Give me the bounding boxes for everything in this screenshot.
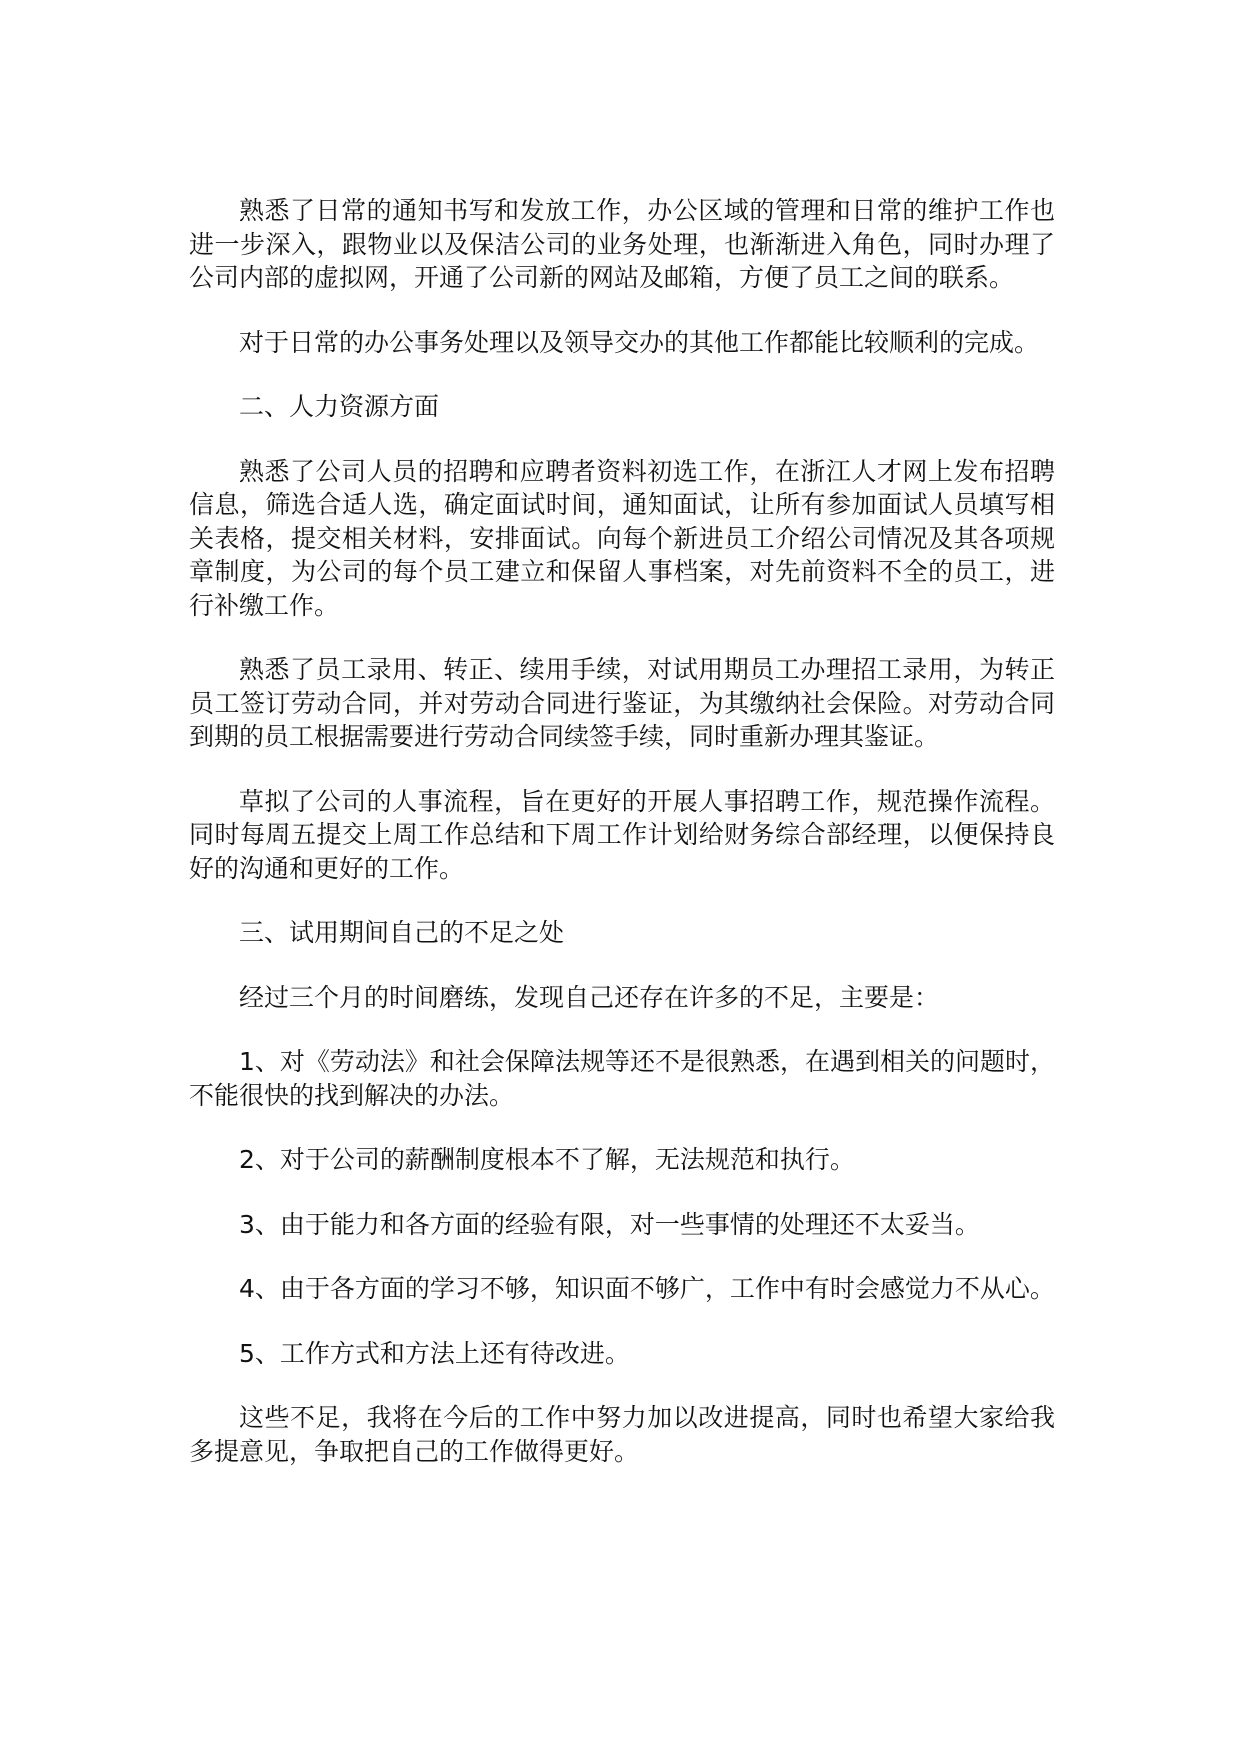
list-item-shortcoming-4: 4、由于各方面的学习不够，知识面不够广，工作中有时会感觉力不从心。 [239,1274,1055,1303]
paragraph-employment-procedures: 熟悉了员工录用、转正、续用手续，对试用期员工办理招工录用，为转正员工签订劳动合同，并对劳动合同进行鉴证，为其缴纳社会保险。对劳动合同到期的员工根据需要进行劳动合同续签手续，同时重新办理其鉴证。 [189,655,1055,751]
paragraph-shortcomings-intro: 经过三个月的时间磨练，发现自己还存在许多的不足，主要是： [239,982,940,1012]
section-heading-shortcomings: 三、试用期间自己的不足之处 [239,918,565,947]
list-item-shortcoming-1: 1、对《劳动法》和社会保障法规等还不是很熟悉，在遇到相关的问题时，不能很快的找到解决的办法。 [189,1047,1055,1110]
list-item-shortcoming-2: 2、对于公司的薪酬制度根本不了解，无法规范和执行。 [239,1145,855,1174]
document-body [189,194,1055,1499]
paragraph-office-affairs: 对于日常的办公事务处理以及领导交办的其他工作都能比较顺利的完成。 [239,327,1040,357]
section-heading-hr: 二、人力资源方面 [239,392,440,421]
paragraph-hr-process: 草拟了公司的人事流程，旨在更好的开展人事招聘工作，规范操作流程。同时每周五提交上周工作总结和下周工作计划给财务综合部经理，以便保持良好的沟通和更好的工作。 [189,786,1055,883]
paragraph-recruitment: 熟悉了公司人员的招聘和应聘者资料初选工作，在浙江人才网上发布招聘信息，筛选合适人选，确定面试时间，通知面试，让所有参加面试人员填写相关表格，提交相关材料，安排面试。向每个新进员工介绍公司情况及其各项规章制度，为公司的每个员工建立和保留人事档案，对先前资料不全的员工，进行补缴工作。 [189,456,1055,620]
list-item-shortcoming-3: 3、由于能力和各方面的经验有限，对一些事情的处理还不太妥当。 [239,1209,980,1239]
list-item-shortcoming-5: 5、工作方式和方法上还有待改进。 [239,1338,630,1368]
paragraph-conclusion: 这些不足，我将在今后的工作中努力加以改进提高，同时也希望大家给我多提意见，争取把自己的工作做得更好。 [189,1403,1055,1466]
paragraph-admin-routine: 熟悉了日常的通知书写和发放工作，办公区域的管理和日常的维护工作也进一步深入，跟物业以及保洁公司的业务处理，也渐渐进入角色，同时办理了公司内部的虚拟网，开通了公司新的网站及邮箱，方便了员工之间的联系。 [189,196,1055,292]
